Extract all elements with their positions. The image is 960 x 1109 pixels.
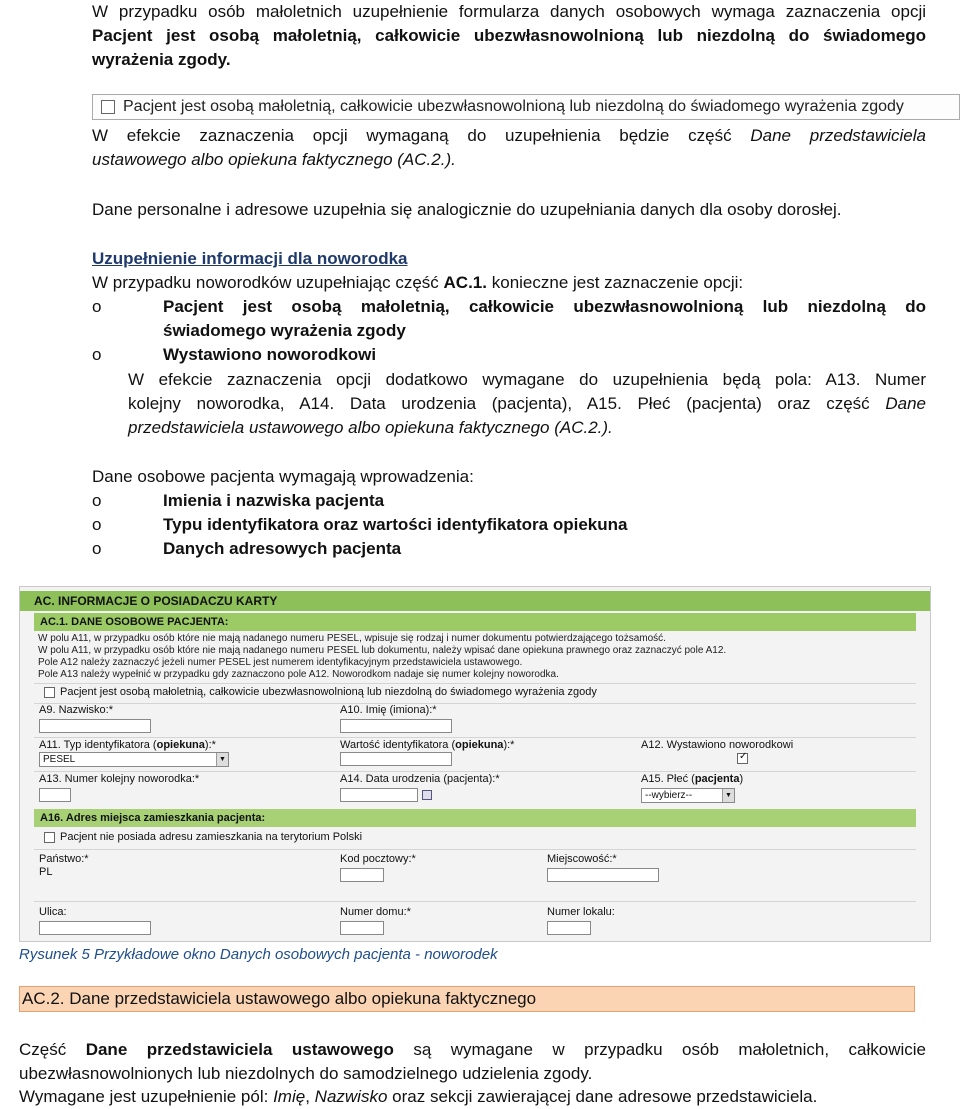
a9-label: A9. Nazwisko:* (39, 704, 113, 716)
a10-label: A10. Imię (imiona):* (340, 704, 437, 716)
form-divider (34, 901, 916, 902)
minor-checkbox[interactable] (44, 687, 55, 698)
no-address-checkbox[interactable] (44, 832, 55, 843)
country-label: Państwo:* (39, 853, 89, 865)
effect-line-2: ustawowego albo opiekuna faktycznego (AC.2.). (92, 150, 456, 169)
ac2-l3-sep: , (305, 1087, 310, 1106)
info-line: W polu A11, w przypadku osób które nie mają nadanego numeru PESEL lub dokumentu, należy wpisać dane opiekuna prawnego oraz zaznaczyć pole A12. (38, 645, 727, 656)
ac2-line-3 (19, 1085, 926, 1109)
effect-italic-1: Dane przedstawiciela (750, 126, 926, 145)
country-value: PL (39, 866, 53, 878)
newborn-heading (92, 247, 926, 271)
apartment-number-input[interactable] (547, 921, 591, 935)
info-line: Pole A13 należy wypełnić w przypadku gdy zaznaczono pole A12. Noworodkom nadaje się numer kolejny noworodka. (38, 669, 559, 680)
a15-select[interactable] (641, 788, 735, 803)
ac2-line-1 (19, 1038, 926, 1062)
intro-line-1: W przypadku osób małoletnich uzupełnienie formularza danych osobowych wymaga zaznaczenia opcji (92, 2, 926, 21)
a12-label: A12. Wystawiono noworodkowi (641, 739, 794, 751)
form-divider (34, 683, 916, 684)
newborn-heading-text: Uzupełnienie informacji dla noworodka (92, 249, 408, 268)
a13-input[interactable] (39, 788, 71, 802)
form-divider (34, 771, 916, 772)
a15-select-value: --wybierz-- (645, 790, 693, 801)
a15-label: A15. Płeć (pacjenta) (641, 773, 744, 785)
newborn-effect-1: W efekcie zaznaczenia opcji dodatkowo wymagane do uzupełnienia będą pola: A13. Numer (128, 370, 926, 389)
intro-line-2: Pacjent jest osobą małoletnią, całkowicie ubezwłasnowolnioną lub niezdolną do świadomego (92, 26, 926, 45)
newborn-line-pre: W przypadku noworodków uzupełniając część (92, 273, 439, 292)
ac2-section-header: AC.2. Dane przedstawiciela ustawowego albo opiekuna faktycznego (19, 986, 915, 1012)
ac2-line-2: ubezwłasnowolnionych lub niezdolnych do samodzielnego udzielenia zgody. (19, 1064, 593, 1083)
bullet-mark: o (92, 345, 102, 364)
bullet-2-text: Wystawiono noworodkowi (163, 345, 377, 364)
newborn-effect-3: przedstawiciela ustawowego albo opiekuna faktycznego (AC.2.). (128, 418, 613, 437)
ac2-l3-post: oraz sekcji zawierającej dane adresowe przedstawiciela. (392, 1087, 818, 1106)
id-value-input[interactable] (340, 752, 452, 766)
a14-label: A14. Data urodzenia (pacjenta):* (340, 773, 500, 785)
section-ac1: AC.1. DANE OSOBOWE PACJENTA: (34, 613, 916, 631)
checkbox-screenshot-label: Pacjent jest osobą małoletnią, całkowicie ubezwłasnowolnioną lub niezdolną do świadomego wyrażenia zgody (123, 98, 904, 115)
bullet-mark: o (92, 491, 102, 510)
info-line: Pole A12 należy zaznaczyć jeżeli numer PESEL jest numerem identyfikacyjnym przedstawiciela ustawowego. (38, 657, 523, 668)
house-number-input[interactable] (340, 921, 384, 935)
required-item-text: Typu identyfikatora oraz wartości identyfikatora opiekuna (163, 515, 628, 534)
a11-select[interactable] (39, 752, 229, 767)
section-ac: AC. INFORMACJE O POSIADACZU KARTY (20, 591, 930, 611)
bullet-mark: o (92, 515, 102, 534)
personal-data-line: Dane personalne i adresowe uzupełnia się analogicznie do uzupełniania danych dla osoby dorosłej. (92, 200, 842, 219)
form-divider (34, 737, 916, 738)
ac2-l3-italic-1: Imię (273, 1087, 306, 1106)
newborn-effect-2-italic: Dane (885, 394, 927, 413)
effect-line-1 (92, 124, 926, 148)
chevron-down-icon: ▼ (216, 753, 228, 766)
city-input[interactable] (547, 868, 659, 882)
bullet-1-text-a: Pacjent jest osobą małoletnią, całkowicie ubezwłasnowolnioną lub niezdolną do (163, 297, 926, 316)
ac2-l3-pre: Wymagane jest uzupełnienie pól: (19, 1087, 269, 1106)
bullet-1-text-b: świadomego wyrażenia zgody (163, 321, 406, 340)
form-screenshot (19, 586, 931, 942)
newborn-line (92, 271, 926, 295)
form-info (38, 633, 918, 681)
city-label: Miejscowość:* (547, 853, 617, 865)
a10-input[interactable] (340, 719, 452, 733)
ac2-l1-bold: Dane przedstawiciela ustawowego (85, 1040, 394, 1059)
no-address-label: Pacjent nie posiada adresu zamieszkania na terytorium Polski (60, 831, 363, 843)
newborn-effect-2-text: kolejny noworodka, A14. Data urodzenia (pacjenta), A15. Płeć (pacjenta) oraz część (128, 394, 870, 413)
minor-checkbox-label: Pacjent jest osobą małoletnią, całkowicie ubezwłasnowolnioną lub niezdolną do świadomego wyrażenia zgody (60, 686, 597, 698)
a13-label: A13. Numer kolejny noworodka:* (39, 773, 200, 785)
info-line: W polu A11, w przypadku osób które nie mają nadanego numeru PESEL, wpisuje się rodzaj i numer dokumentu potwierdzającego tożsamość. (38, 633, 666, 644)
a9-input[interactable] (39, 719, 151, 733)
checkbox-screenshot (92, 94, 960, 120)
effect-text: W efekcie zaznaczenia opcji wymaganą do uzupełnienia będzie część (92, 126, 732, 145)
intro-line-3: wyrażenia zgody. (92, 50, 231, 69)
apartment-number-label: Numer lokalu: (547, 906, 615, 918)
required-lead: Dane osobowe pacjenta wymagają wprowadzenia: (92, 467, 474, 486)
chevron-down-icon: ▼ (722, 789, 734, 802)
figure-caption: Rysunek 5 Przykładowe okno Danych osobowych pacjenta - noworodek (19, 946, 498, 963)
newborn-effect-2 (128, 392, 926, 416)
a11-label: A11. Typ identyfikatora (opiekuna):* (39, 739, 216, 751)
a14-input[interactable] (340, 788, 418, 802)
house-number-label: Numer domu:* (340, 906, 411, 918)
ac2-l1-pre: Część (19, 1040, 67, 1059)
a12-checkbox[interactable] (737, 753, 748, 764)
id-value-label: Wartość identyfikatora (opiekuna):* (340, 739, 515, 751)
newborn-line-post: konieczne jest zaznaczenie opcji: (491, 273, 744, 292)
a11-select-value: PESEL (43, 754, 76, 765)
form-divider (34, 703, 916, 704)
newborn-line-bold: AC.1. (443, 273, 487, 292)
ac2-l3-italic-2: Nazwisko (314, 1087, 388, 1106)
postal-code-label: Kod pocztowy:* (340, 853, 416, 865)
bullet-mark: o (92, 539, 102, 558)
street-label: Ulica: (39, 906, 67, 918)
section-a16: A16. Adres miejsca zamieszkania pacjenta: (34, 809, 916, 827)
required-item-text: Danych adresowych pacjenta (163, 539, 402, 558)
postal-code-input[interactable] (340, 868, 384, 882)
required-item-text: Imienia i nazwiska pacjenta (163, 491, 385, 510)
calendar-icon[interactable] (422, 790, 432, 800)
form-divider (34, 849, 916, 850)
street-input[interactable] (39, 921, 151, 935)
bullet-mark: o (92, 297, 102, 316)
ac2-l1-post: są wymagane w przypadku osób małoletnich, całkowicie (413, 1040, 926, 1059)
checkbox-icon (101, 100, 115, 114)
